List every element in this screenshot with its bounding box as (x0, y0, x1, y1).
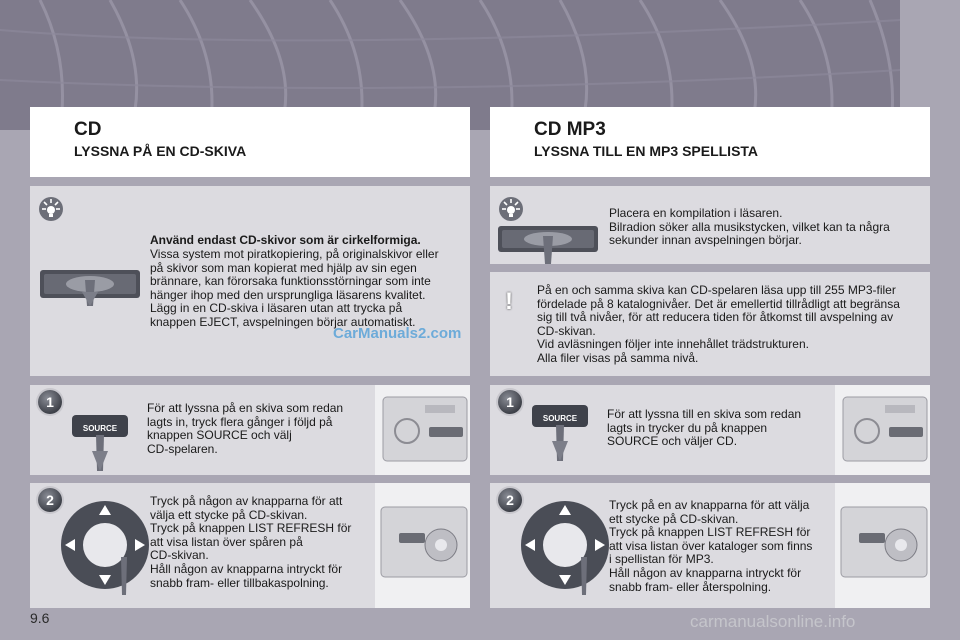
source-button-image (70, 411, 130, 471)
step-number-badge: 2 (498, 488, 522, 512)
left-step1-text: För att lyssna på en skiva som redan lagts in, tryck flera gånger i följd på knappen SOURCE och välj CD-spelaren. (147, 401, 344, 456)
right-warning-text: På en och samma skiva kan CD-spelaren läsa upp till 255 MP3-filer fördelade på 8 katalognivåer. Det är emellertid tillrådligt att begränsa sig till två nivåer, för att reducera tiden för åtkomst till avspelning av CD-skivan. Vid avläsningen följer inte innehållet trädstrukturen. Alla filer visas på samma nivå. (537, 283, 900, 365)
cd-player-image (40, 266, 140, 306)
left-step2-text: Tryck på någon av knapparna för att välja ett stycke på CD-skivan. Tryck på knappen LIST REFRESH för att visa listan över spåren på CD-skivan. Håll någon av knapparna intryckt för snabb fram- eller tillbakaspolning. (150, 494, 352, 590)
page-number: 9.6 (30, 610, 50, 626)
right-step1-text: För att lyssna till en skiva som redan lagts in trycker du på knappen SOURCE och väljer CD. (607, 407, 802, 449)
left-step1-panel (30, 385, 470, 475)
step-number-badge: 1 (498, 390, 522, 414)
right-subtitle: LYSSNA TILL EN MP3 SPELLISTA (534, 143, 759, 159)
left-step2-panel (30, 483, 470, 608)
left-info-text: Vissa system mot piratkopiering, på originalskivor eller på skivor som man kopierat med hjälp av sin egen brännare, kan förorsaka funktionsstörningar som inte hänger ihop med den ursprungliga läsarens kvalitet. Lägg in en CD-skiva i läsaren utan att trycka på knappen EJECT, avspelningen börjar automatiskt. (150, 247, 439, 329)
navigation-dial-image (515, 495, 615, 595)
right-info-panel (490, 186, 930, 264)
source-button-label: SOURCE (542, 414, 578, 423)
light-bulb-icon (38, 196, 64, 222)
exclamation-icon: ! (505, 288, 513, 315)
left-info-heading: Använd endast CD-skivor som är cirkelformiga. (150, 233, 421, 247)
step-number-badge: 2 (38, 488, 62, 512)
right-warning-panel (490, 272, 930, 376)
right-header (490, 107, 930, 177)
watermark-top: CarManuals2.com (333, 325, 462, 342)
left-title: CD (74, 119, 102, 140)
cd-player-image (498, 224, 598, 264)
source-button-image (530, 401, 590, 461)
light-bulb-icon (498, 196, 524, 222)
radio-faceplate-image (375, 483, 470, 608)
right-title: CD MP3 (534, 119, 606, 140)
left-header (30, 107, 470, 177)
radio-faceplate-image (375, 385, 470, 475)
radio-faceplate-image (835, 483, 930, 608)
right-step1-panel (490, 385, 930, 475)
right-step2-panel (490, 483, 930, 608)
step-number-badge: 1 (38, 390, 62, 414)
left-info-panel (30, 186, 470, 376)
source-button-label: SOURCE (82, 424, 118, 433)
radio-faceplate-image (835, 385, 930, 475)
right-info-text: Placera en kompilation i läsaren. Bilradion söker alla musikstycken, vilket kan ta några sekunder innan avspelningen börjar. (609, 206, 890, 248)
watermark-bottom: carmanualsonline.info (690, 612, 856, 631)
left-subtitle: LYSSNA PÅ EN CD-SKIVA (74, 143, 247, 159)
navigation-dial-image (55, 495, 155, 595)
right-step2-text: Tryck på en av knapparna för att välja ett stycke på CD-skivan. Tryck på knappen LIST REFRESH för att visa listan över kataloger som finns i spellistan för MP3. Håll någon av knapparna intryckt för snabb fram- eller återspolning. (609, 498, 813, 594)
